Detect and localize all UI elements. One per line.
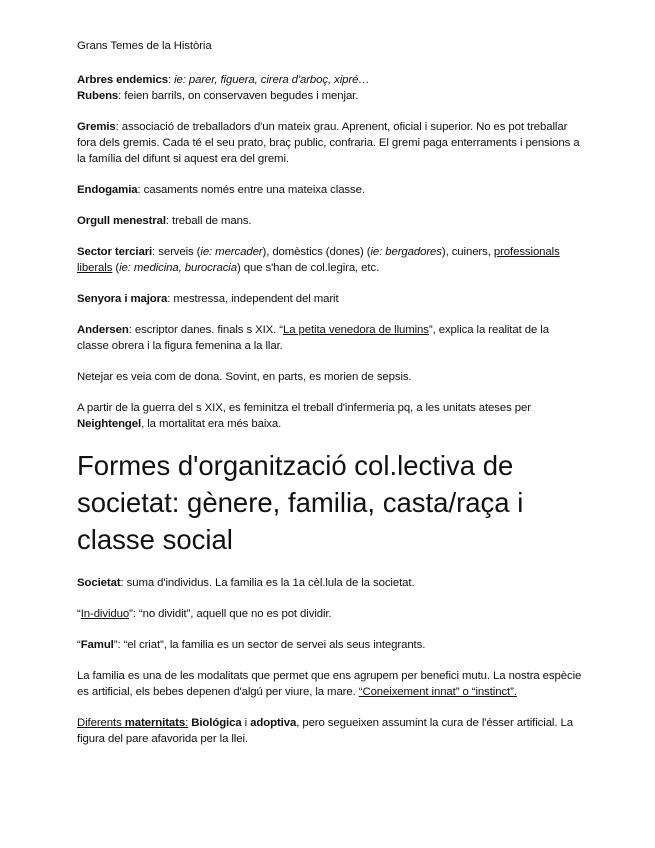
term-famul: Famul <box>80 639 114 651</box>
text-fragment: La familia es una de les modalitats que permet que ens agrupem per benefici mutu. La nostra espècie es artificial, els bebes depenen d'algú per viure, la mare. <box>77 670 582 698</box>
text-fragment: ), cuiners, <box>441 246 494 258</box>
paragraph-endogamia <box>77 182 582 198</box>
paragraph-famul <box>77 637 582 653</box>
paragraph-individuo <box>77 606 582 622</box>
text-fragment: ), domèstics (dones) ( <box>262 246 371 258</box>
term-maternitats: maternitats <box>124 717 186 729</box>
text-fragment: ”, explica la realitat de la classe obrera i la figura femenina a la llar. <box>77 324 549 352</box>
definition-gremis: : associació de treballadors d'un mateix grau. Aprenent, oficial i superior. No es pot treballar fora dels gremis. Cada té el seu prato, braç public, confraria. El gremi paga enterraments i pensions a la família del difunt si aquest era del gremi. <box>77 121 580 165</box>
paragraph-familia <box>77 668 582 700</box>
term-neightengel: Neightengel <box>77 418 142 430</box>
underlined-diferents: Diferents <box>77 717 125 729</box>
paragraph-sector-terciari <box>77 244 582 276</box>
text-fragment: ”: “no dividit”, aquell que no es pot dividir. <box>129 608 332 620</box>
underlined-coneixement-innat: “Coneixement innat” o “instinct”. <box>358 686 517 698</box>
underlined-professionals-liberals: professionals liberals <box>77 246 560 274</box>
document-header-title: Grans Temes de la Història <box>77 40 212 52</box>
definition-orgull-menestral: : treball de mans. <box>165 215 252 227</box>
paragraph-gremis <box>77 119 582 167</box>
term-adoptiva: adoptiva <box>250 717 297 729</box>
examples-arbres: ie: parer, figuera, cirera d'arboç, xipré… <box>174 74 370 86</box>
term-rubens: Rubens <box>77 90 119 102</box>
text-fragment: ( <box>112 262 120 274</box>
text-fragment: ”: “el criat”, la familia es un sector de servei als seus integrants. <box>113 639 426 651</box>
text-fragment: , pero segueixen assumint la cura de l'ésser artificial. La figura del pare afavorida per la llei. <box>77 717 573 745</box>
text-fragment: : serveis ( <box>152 246 201 258</box>
underlined-colon: : <box>185 717 189 729</box>
paragraph-orgull-menestral <box>77 213 582 229</box>
example-mercader: ie: mercader <box>200 246 263 258</box>
term-endogamia: Endogamia <box>77 184 138 196</box>
example-bergadores: ie: bergadores <box>370 246 442 258</box>
paragraph-societat <box>77 575 582 591</box>
term-sector-terciari: Sector terciari <box>77 246 153 258</box>
text-fragment: , la mortalitat era més baixa. <box>141 418 282 430</box>
term-arbres-endemics: Arbres endemics <box>77 74 168 86</box>
paragraph-netejar: Netejar es veia com de dona. Sovint, en parts, es morien de sepsis. <box>77 371 412 383</box>
paragraph-guerra <box>77 400 582 432</box>
term-orgull-menestral: Orgull menestral <box>77 215 166 227</box>
definition-societat: : suma d'individus. La familia es la 1a cèl.lula de la societat. <box>120 577 415 589</box>
term-andersen: Andersen <box>77 324 129 336</box>
text-fragment: : escriptor danes. finals s XIX. “ <box>128 324 283 336</box>
quote-mark: “ <box>77 608 81 620</box>
quote-mark: “ <box>77 639 81 651</box>
separator: : <box>167 74 172 86</box>
text-fragment: ) que s'han de col.legira, etc. <box>236 262 380 274</box>
underlined-bold-maternitats <box>125 717 185 729</box>
paragraph-rubens <box>77 88 582 104</box>
paragraph-andersen <box>77 322 582 354</box>
definition-endogamia: : casaments només entre una mateixa classe. <box>137 184 365 196</box>
paragraph-arbres-endemics <box>77 72 582 88</box>
text-fragment: i <box>241 717 251 729</box>
example-medicina: ie: medicina, burocracia <box>119 262 237 274</box>
definition-senyora-majora: : mestressa, independent del marit <box>167 293 339 305</box>
definition-rubens: : feien barrils, on conservaven begudes i menjar. <box>118 90 359 102</box>
text-fragment: A partir de la guerra del s XIX, es feminitza el treball d'infermeria pq, a les unitats ateses per <box>77 402 531 414</box>
term-gremis: Gremis <box>77 121 116 133</box>
underlined-in-dividuo: In-dividuo <box>80 608 130 620</box>
document-page <box>77 38 582 762</box>
paragraph-maternitats <box>77 715 582 747</box>
underlined-book-title: La petita venedora de llumins <box>282 324 429 336</box>
term-senyora-majora: Senyora i majora <box>77 293 168 305</box>
term-societat: Societat <box>77 577 121 589</box>
paragraph-senyora-majora <box>77 291 582 307</box>
section-heading: Formes d'organització col.lectiva de societat: gènere, familia, casta/raça i classe social <box>77 450 524 555</box>
term-biologica: Biológica <box>191 717 242 729</box>
